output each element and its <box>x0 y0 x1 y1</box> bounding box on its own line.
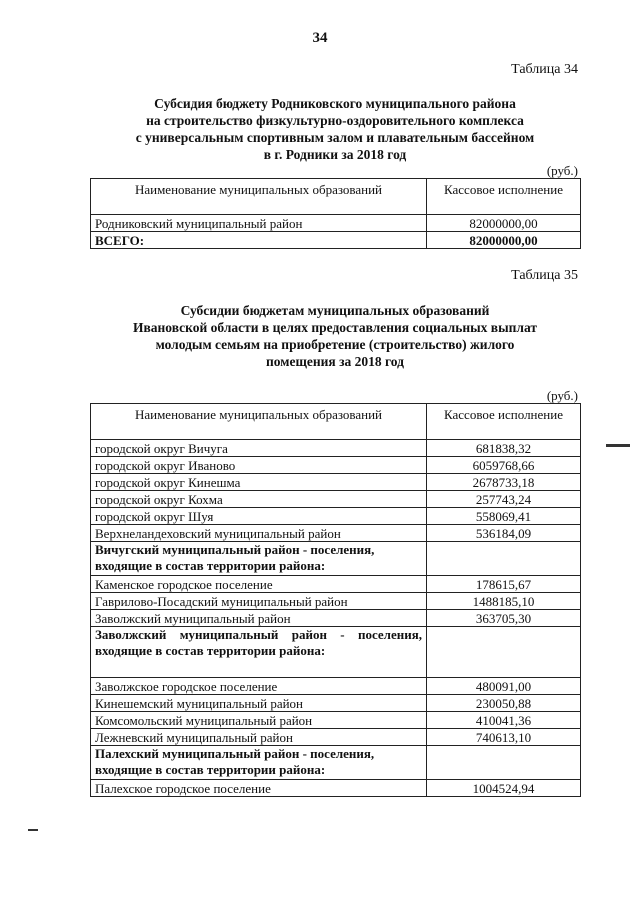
row-value: 740613,10 <box>427 729 581 746</box>
table-row <box>91 508 581 525</box>
row-value: 230050,88 <box>427 695 581 712</box>
title-line: молодым семьям на приобретение (строительство) жилого <box>155 337 515 352</box>
table-row <box>91 474 581 491</box>
table-row <box>91 712 581 729</box>
row-name: Заволжский муниципальный район <box>91 610 427 627</box>
row-value: 1004524,94 <box>427 780 581 797</box>
table-row <box>91 440 581 457</box>
group-row <box>91 627 581 678</box>
table-row <box>91 457 581 474</box>
table-row <box>91 729 581 746</box>
row-name: Комсомольский муниципальный район <box>91 712 427 729</box>
row-value: 257743,24 <box>427 491 581 508</box>
header-name: Наименование муниципальных образований <box>91 179 427 215</box>
row-value <box>427 542 581 576</box>
row-name: городской округ Шуя <box>91 508 427 525</box>
row-name: городской округ Иваново <box>91 457 427 474</box>
table-35-label: Таблица 35 <box>511 268 578 283</box>
row-name: Вичугский муниципальный район - поселения, входящие в состав территории района: <box>91 542 427 576</box>
table-row <box>91 695 581 712</box>
row-name: городской округ Вичуга <box>91 440 427 457</box>
row-value: 2678733,18 <box>427 474 581 491</box>
row-value: 6059768,66 <box>427 457 581 474</box>
header-value: Кассовое исполнение <box>427 404 581 440</box>
header-name: Наименование муниципальных образований <box>91 404 427 440</box>
title-line: на строительство физкультурно-оздоровительного комплекса <box>146 113 524 128</box>
title-line: в г. Родники за 2018 год <box>263 147 407 162</box>
row-value <box>427 746 581 780</box>
row-value: 410041,36 <box>427 712 581 729</box>
table-row <box>91 678 581 695</box>
title-line: помещения за 2018 год <box>266 354 404 369</box>
row-name: Заволжский муниципальный район - поселения, входящие в состав территории района: <box>91 627 427 678</box>
row-name: Заволжское городское поселение <box>91 678 427 695</box>
row-value <box>427 627 581 678</box>
row-name: городской округ Кохма <box>91 491 427 508</box>
row-name: городской округ Кинешма <box>91 474 427 491</box>
title-line: с универсальным спортивным залом и плавательным бассейном <box>135 130 535 145</box>
row-name: Палехский муниципальный район - поселения, входящие в состав территории района: <box>91 746 427 780</box>
title-line: Ивановской области в целях предоставления социальных выплат <box>132 320 538 335</box>
table-35-title <box>90 302 580 370</box>
table-row <box>91 610 581 627</box>
table-row <box>91 593 581 610</box>
row-name: Каменское городское поселение <box>91 576 427 593</box>
header-value: Кассовое исполнение <box>427 179 581 215</box>
scan-mark <box>28 829 38 831</box>
table-row <box>91 525 581 542</box>
table-row <box>91 780 581 797</box>
table-34-label: Таблица 34 <box>511 62 578 77</box>
row-name: Кинешемский муниципальный район <box>91 695 427 712</box>
row-value: 178615,67 <box>427 576 581 593</box>
row-value: 558069,41 <box>427 508 581 525</box>
page-number: 34 <box>312 30 328 46</box>
table-row <box>91 576 581 593</box>
row-name: Гаврилово-Посадский муниципальный район <box>91 593 427 610</box>
row-value: 363705,30 <box>427 610 581 627</box>
row-name: Лежневский муниципальный район <box>91 729 427 746</box>
row-name: Верхнеландеховский муниципальный район <box>91 525 427 542</box>
row-value: 82000000,00 <box>427 215 581 232</box>
table-row <box>91 215 581 232</box>
scan-mark <box>606 444 630 447</box>
group-row <box>91 746 581 780</box>
row-value: 681838,32 <box>427 440 581 457</box>
title-line: Субсидия бюджету Родниковского муниципального района <box>154 96 516 111</box>
table-35 <box>90 403 581 797</box>
row-value: 1488185,10 <box>427 593 581 610</box>
row-name: Родниковский муниципальный район <box>91 215 427 232</box>
total-row <box>91 232 581 249</box>
table-34-unit: (руб.) <box>546 163 578 178</box>
table-34-title <box>90 95 580 163</box>
group-row <box>91 542 581 576</box>
row-value: 536184,09 <box>427 525 581 542</box>
table-35-unit: (руб.) <box>546 388 578 403</box>
row-value: 480091,00 <box>427 678 581 695</box>
title-line: Субсидии бюджетам муниципальных образований <box>180 303 490 318</box>
row-name: Палехское городское поселение <box>91 780 427 797</box>
table-row <box>91 491 581 508</box>
total-label: ВСЕГО: <box>91 232 427 249</box>
total-value: 82000000,00 <box>427 232 581 249</box>
table-34 <box>90 178 581 249</box>
